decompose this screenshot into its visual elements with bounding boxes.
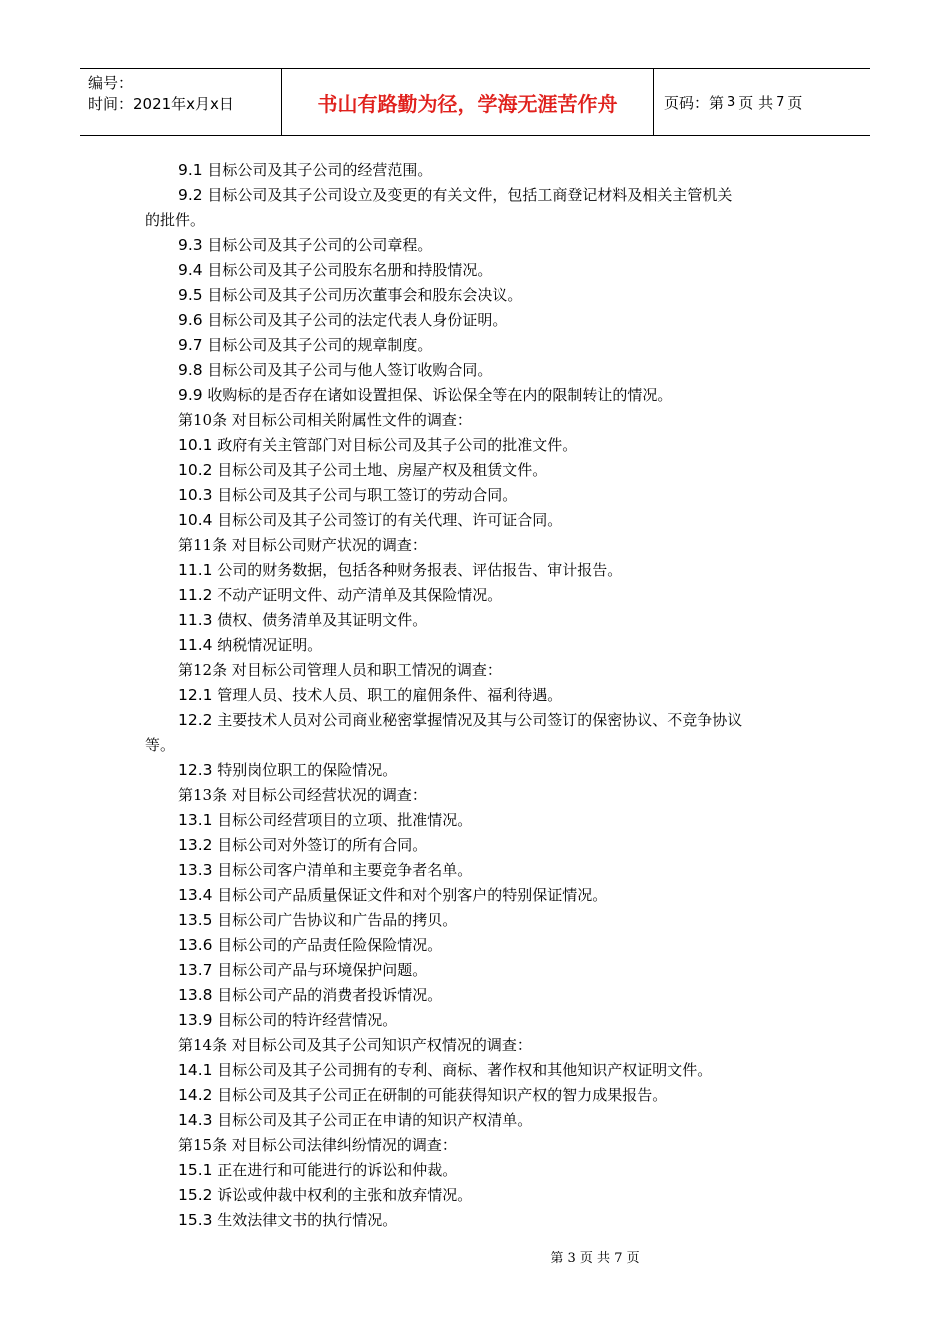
document-line [145,1083,815,1108]
clause-text: 特别岗位职工的保险情况。 [212,761,398,779]
clause-text: 债权、债务清单及其证明文件。 [212,611,428,629]
clause-number: 9.7 [178,336,203,354]
document-line [145,958,815,983]
document-line [145,258,815,283]
clause-number: 13.6 [178,936,213,954]
clause-number: 14.1 [178,1061,213,1079]
clause-text: 目标公司产品质量保证文件和对个别客户的特别保证情况。 [212,886,608,904]
document-line [145,233,815,258]
clause-number: 12.2 [178,711,213,729]
page-header [80,68,870,136]
clause-text: 第11条 对目标公司财产状况的调查： [178,536,427,554]
document-line [145,533,815,558]
clause-text: 目标公司广告协议和广告品的拷贝。 [212,911,458,929]
clause-text: 公司的财务数据，包括各种财务报表、评估报告、审计报告。 [212,561,623,579]
document-line [145,558,815,583]
clause-number: 9.5 [178,286,203,304]
clause-text: 诉讼或仲裁中权利的主张和放弃情况。 [212,1186,473,1204]
document-line [145,708,815,733]
clause-text: 主要技术人员对公司商业秘密掌握情况及其与公司签订的保密协议、不竞争协议 [212,711,743,729]
document-line [145,908,815,933]
document-line [145,1033,815,1058]
clause-number: 9.4 [178,261,203,279]
clause-number: 11.3 [178,611,213,629]
clause-number: 11.4 [178,636,213,654]
clause-number: 13.5 [178,911,213,929]
clause-number: 12.3 [178,761,213,779]
document-line [145,1158,815,1183]
document-line [145,208,815,233]
document-line [145,508,815,533]
clause-number: 13.3 [178,861,213,879]
clause-number: 13.4 [178,886,213,904]
document-line [145,1058,815,1083]
number-label: 编号： [88,74,134,92]
document-line [145,308,815,333]
clause-text: 收购标的是否存在诸如设置担保、诉讼保全等在内的限制转让的情况。 [202,386,673,404]
clause-text: 目标公司及其子公司的规章制度。 [202,336,433,354]
clause-text: 政府有关主管部门对目标公司及其子公司的批准文件。 [212,436,578,454]
clause-text: 目标公司及其子公司的公司章程。 [202,236,433,254]
clause-text: 目标公司的产品责任险保险情况。 [212,936,443,954]
document-line [145,433,815,458]
document-line [145,483,815,508]
clause-number: 13.1 [178,811,213,829]
clause-text: 目标公司及其子公司与他人签订收购合同。 [202,361,493,379]
header-meta [80,69,282,135]
document-line [145,1133,815,1158]
clause-text: 目标公司及其子公司土地、房屋产权及租赁文件。 [212,461,548,479]
clause-text: 目标公司及其子公司正在申请的知识产权清单。 [212,1111,533,1129]
document-line [145,983,815,1008]
page-footer: 第 3 页 共 7 页 [550,1251,640,1266]
clause-number: 12.1 [178,686,213,704]
document-line [145,858,815,883]
page-current: 3 [727,94,736,110]
clause-text: 目标公司及其子公司的经营范围。 [202,161,433,179]
document-line [145,458,815,483]
page-suffix: 页 [787,93,803,112]
document-line [145,1108,815,1133]
document-line [145,1208,815,1233]
document-line [145,833,815,858]
clause-number: 11.2 [178,586,213,604]
clause-text: 的批件。 [145,211,206,229]
clause-text: 目标公司客户清单和主要竞争者名单。 [212,861,473,879]
document-line [145,283,815,308]
clause-number: 9.1 [178,161,203,179]
clause-number: 15.1 [178,1161,213,1179]
clause-text: 目标公司经营项目的立项、批准情况。 [212,811,473,829]
document-line [145,383,815,408]
clause-text: 目标公司对外签订的所有合同。 [212,836,428,854]
document-line [145,183,815,208]
clause-text: 第15条 对目标公司法律纠纷情况的调查： [178,1136,457,1154]
document-line [145,583,815,608]
document-line [145,783,815,808]
clause-number: 9.3 [178,236,203,254]
time-label: 时间：2021年x月x日 [88,95,234,113]
document-line [145,758,815,783]
clause-text: 目标公司及其子公司的法定代表人身份证明。 [202,311,508,329]
clause-number: 13.2 [178,836,213,854]
clause-number: 14.3 [178,1111,213,1129]
document-line [145,933,815,958]
clause-text: 目标公司及其子公司设立及变更的有关文件，包括工商登记材料及相关主管机关 [202,186,733,204]
clause-number: 9.2 [178,186,203,204]
document-line [145,633,815,658]
document-line [145,158,815,183]
document-body [145,158,815,1233]
clause-number: 11.1 [178,561,213,579]
clause-text: 目标公司产品的消费者投诉情况。 [212,986,443,1004]
clause-number: 14.2 [178,1086,213,1104]
clause-text: 目标公司及其子公司拥有的专利、商标、著作权和其他知识产权证明文件。 [212,1061,713,1079]
clause-number: 13.7 [178,961,213,979]
document-line [145,683,815,708]
document-line [145,733,815,758]
clause-number: 10.1 [178,436,213,454]
clause-text: 生效法律文书的执行情况。 [212,1211,398,1229]
document-line [145,658,815,683]
clause-text: 目标公司产品与环境保护问题。 [212,961,428,979]
clause-number: 10.4 [178,511,213,529]
clause-number: 13.8 [178,986,213,1004]
document-line [145,1183,815,1208]
clause-text: 目标公司及其子公司与职工签订的劳动合同。 [212,486,518,504]
clause-text: 第10条 对目标公司相关附属性文件的调查： [178,411,472,429]
page-total: 7 [776,94,785,110]
clause-text: 纳税情况证明。 [212,636,323,654]
clause-number: 15.3 [178,1211,213,1229]
document-line [145,608,815,633]
clause-text: 目标公司及其子公司股东名册和持股情况。 [202,261,493,279]
document-line [145,408,815,433]
clause-text: 第12条 对目标公司管理人员和职工情况的调查： [178,661,502,679]
document-line [145,808,815,833]
clause-text: 等。 [145,736,176,754]
clause-number: 9.6 [178,311,203,329]
document-line [145,358,815,383]
clause-number: 13.9 [178,1011,213,1029]
clause-text: 管理人员、技术人员、职工的雇佣条件、福利待遇。 [212,686,563,704]
document-line [145,1008,815,1033]
header-page-number [654,69,870,135]
clause-text: 不动产证明文件、动产清单及其保险情况。 [212,586,503,604]
clause-text: 目标公司的特许经营情况。 [212,1011,398,1029]
document-line [145,883,815,908]
clause-number: 10.2 [178,461,213,479]
clause-number: 10.3 [178,486,213,504]
clause-number: 15.2 [178,1186,213,1204]
page-mid: 页 共 [738,93,774,112]
clause-text: 第14条 对目标公司及其子公司知识产权情况的调查： [178,1036,532,1054]
clause-number: 9.8 [178,361,203,379]
header-motto: 书山有路勤为径，学海无涯苦作舟 [282,69,654,135]
page-prefix: 页码：第 [664,93,725,112]
clause-text: 目标公司及其子公司正在研制的可能获得知识产权的智力成果报告。 [212,1086,668,1104]
clause-text: 目标公司及其子公司签订的有关代理、许可证合同。 [212,511,563,529]
clause-text: 正在进行和可能进行的诉讼和仲裁。 [212,1161,458,1179]
clause-text: 第13条 对目标公司经营状况的调查： [178,786,427,804]
document-line [145,333,815,358]
clause-text: 目标公司及其子公司历次董事会和股东会决议。 [202,286,523,304]
clause-number: 9.9 [178,386,203,404]
